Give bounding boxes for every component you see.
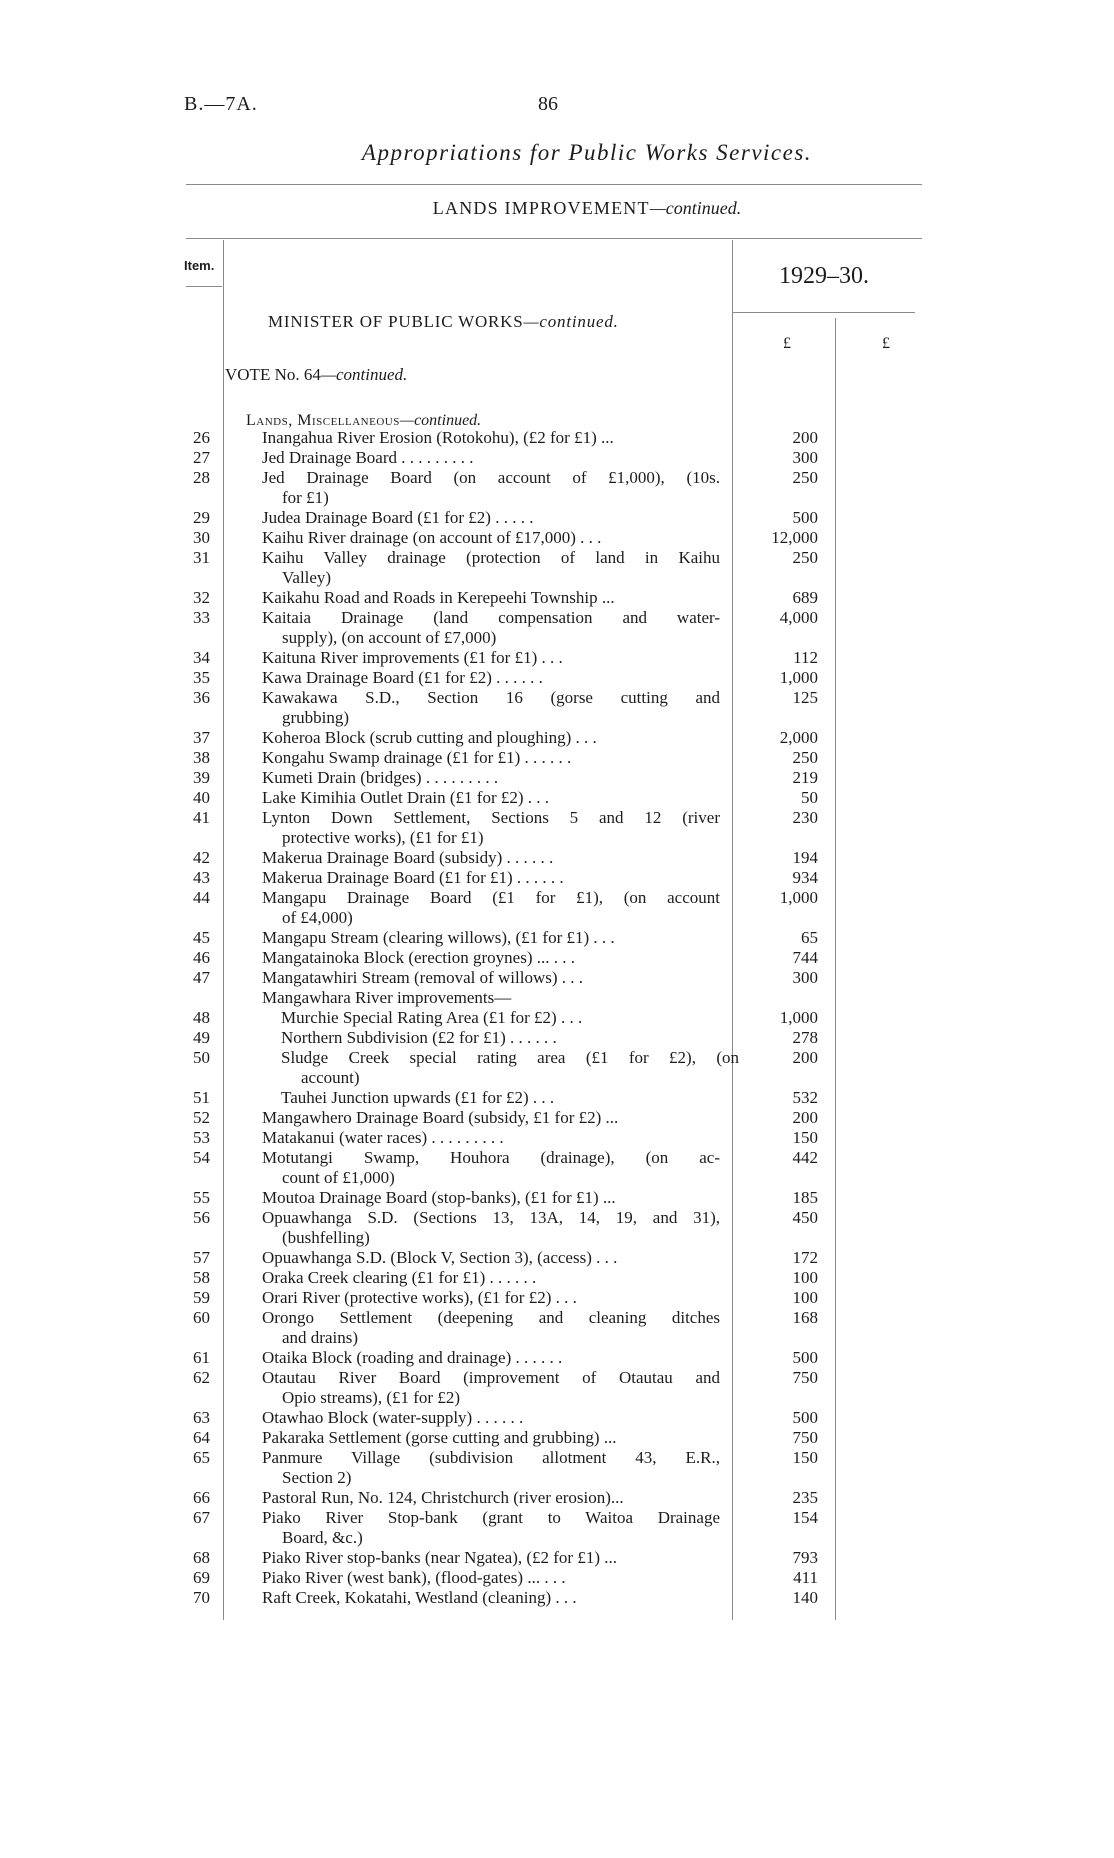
item-description: supply), (on account of £7,000) xyxy=(282,628,497,647)
table-row-continuation xyxy=(0,1328,1114,1348)
item-description: Piako River Stop-bank (grant to Waitoa Drainage xyxy=(262,1508,720,1527)
table-row xyxy=(0,508,1114,528)
table-row xyxy=(0,728,1114,748)
table-row xyxy=(0,788,1114,808)
table-row xyxy=(0,1428,1114,1448)
item-number: 40 xyxy=(193,788,210,807)
table-row xyxy=(0,1308,1114,1328)
table-row xyxy=(0,888,1114,908)
item-description: Lynton Down Settlement, Sections 5 and 12 (river xyxy=(262,808,720,827)
table-row xyxy=(0,1508,1114,1528)
item-amount: 172 xyxy=(792,1248,818,1267)
item-number: 56 xyxy=(193,1208,210,1227)
item-description: Otawhao Block (water-supply) . . . . . . xyxy=(262,1408,524,1427)
item-amount: 200 xyxy=(792,1048,818,1067)
section-name: LANDS IMPROVEMENT xyxy=(432,198,650,218)
item-number: 47 xyxy=(193,968,210,987)
item-number: 65 xyxy=(193,1448,210,1467)
item-amount: 140 xyxy=(792,1588,818,1607)
table-row xyxy=(0,1568,1114,1588)
item-description: Inangahua River Erosion (Rotokohu), (£2 for £1) ... xyxy=(262,428,614,447)
table-row-continuation xyxy=(0,1168,1114,1188)
table-row xyxy=(0,1008,1114,1028)
item-amount: 500 xyxy=(792,1348,818,1367)
table-row-continuation xyxy=(0,568,1114,588)
item-description: Mangatawhiri Stream (removal of willows) . . . xyxy=(262,968,584,987)
item-amount: 185 xyxy=(792,1188,818,1207)
item-number: 36 xyxy=(193,688,210,707)
item-description: Orongo Settlement (deepening and cleaning ditches xyxy=(262,1308,720,1327)
item-description: Raft Creek, Kokatahi, Westland (cleaning) . . . xyxy=(262,1588,577,1607)
item-number: 51 xyxy=(193,1088,210,1107)
item-description: Matakanui (water races) . . . . . . . . . xyxy=(262,1128,504,1147)
item-description: Pakaraka Settlement (gorse cutting and grubbing) ... xyxy=(262,1428,617,1447)
item-number: 29 xyxy=(193,508,210,527)
item-description: Judea Drainage Board (£1 for £2) . . . . . xyxy=(262,508,534,527)
item-description: Koheroa Block (scrub cutting and ploughing) . . . xyxy=(262,728,597,747)
item-description: Mangawhara River improvements— xyxy=(262,988,512,1007)
item-number: 48 xyxy=(193,1008,210,1027)
item-number: 37 xyxy=(193,728,210,747)
item-header-rule xyxy=(186,286,222,287)
item-amount: 532 xyxy=(792,1088,818,1107)
year-header-rule xyxy=(733,312,915,313)
item-number: 69 xyxy=(193,1568,210,1587)
item-description: Opio streams), (£1 for £2) xyxy=(282,1388,460,1407)
minister-suffix: —continued. xyxy=(523,312,619,331)
item-description: Moutoa Drainage Board (stop-banks), (£1 for £1) ... xyxy=(262,1188,616,1207)
minister-heading xyxy=(268,312,619,332)
item-amount: 934 xyxy=(792,868,818,887)
item-description: Oraka Creek clearing (£1 for £1) . . . . . . xyxy=(262,1268,537,1287)
table-row xyxy=(0,1288,1114,1308)
table-row xyxy=(0,608,1114,628)
minister-name: MINISTER OF PUBLIC WORKS xyxy=(268,312,524,331)
item-number: 52 xyxy=(193,1108,210,1127)
item-description: Jed Drainage Board . . . . . . . . . xyxy=(262,448,474,467)
item-number: 68 xyxy=(193,1548,210,1567)
item-amount: 744 xyxy=(792,948,818,967)
item-description: Kaituna River improvements (£1 for £1) . . . xyxy=(262,648,563,667)
item-amount: 250 xyxy=(792,468,818,487)
table-row xyxy=(0,548,1114,568)
item-number: 42 xyxy=(193,848,210,867)
item-description: Sludge Creek special rating area (£1 for £2), (on xyxy=(281,1048,739,1067)
item-amount: 200 xyxy=(792,428,818,447)
item-number: 32 xyxy=(193,588,210,607)
item-description: Makerua Drainage Board (£1 for £1) . . . . . . xyxy=(262,868,564,887)
table-row xyxy=(0,1548,1114,1568)
table-row xyxy=(0,468,1114,488)
item-amount: 194 xyxy=(792,848,818,867)
item-description: Board, &c.) xyxy=(282,1528,363,1547)
table-row xyxy=(0,848,1114,868)
item-number: 50 xyxy=(193,1048,210,1067)
table-row xyxy=(0,1448,1114,1468)
item-description: Mangatainoka Block (erection groynes) ... . . . xyxy=(262,948,575,967)
item-description: Motutangi Swamp, Houhora (drainage), (on ac- xyxy=(262,1148,720,1167)
item-number: 38 xyxy=(193,748,210,767)
table-row xyxy=(0,1148,1114,1168)
item-number: 39 xyxy=(193,768,210,787)
table-row-continuation xyxy=(0,1228,1114,1248)
table-row-continuation xyxy=(0,908,1114,928)
table-row xyxy=(0,1348,1114,1368)
table-row xyxy=(0,1128,1114,1148)
item-description: Kaihu Valley drainage (protection of land in Kaihu xyxy=(262,548,720,567)
item-description: count of £1,000) xyxy=(282,1168,395,1187)
item-description: Kongahu Swamp drainage (£1 for £1) . . . . . . xyxy=(262,748,572,767)
section-suffix: —continued. xyxy=(649,198,742,218)
table-row-continuation xyxy=(0,1068,1114,1088)
section-title xyxy=(0,198,1114,219)
item-number: 59 xyxy=(193,1288,210,1307)
item-amount: 230 xyxy=(792,808,818,827)
item-amount: 219 xyxy=(792,768,818,787)
item-number: 26 xyxy=(193,428,210,447)
item-amount: 4,000 xyxy=(779,608,818,627)
table-row xyxy=(0,768,1114,788)
table-row xyxy=(0,808,1114,828)
item-column-header: Item. xyxy=(184,258,215,273)
item-description: Piako River stop-banks (near Ngatea), (£2 for £1) ... xyxy=(262,1548,618,1567)
item-number: 54 xyxy=(193,1148,210,1167)
item-amount: 300 xyxy=(792,968,818,987)
item-description: Tauhei Junction upwards (£1 for £2) . . . xyxy=(281,1088,555,1107)
table-row-continuation xyxy=(0,1468,1114,1488)
table-row xyxy=(0,668,1114,688)
item-amount: 125 xyxy=(792,688,818,707)
item-description: Panmure Village (subdivision allotment 43, E.R., xyxy=(262,1448,720,1467)
item-amount: 12,000 xyxy=(771,528,818,547)
item-description: Piako River (west bank), (flood-gates) ... . . . xyxy=(262,1568,566,1587)
table-top-rule xyxy=(186,238,922,239)
item-amount: 450 xyxy=(792,1208,818,1227)
item-amount: 150 xyxy=(792,1128,818,1147)
item-amount: 200 xyxy=(792,1108,818,1127)
item-number: 70 xyxy=(193,1588,210,1607)
item-amount: 168 xyxy=(792,1308,818,1327)
item-number: 57 xyxy=(193,1248,210,1267)
table-row xyxy=(0,1108,1114,1128)
table-row xyxy=(0,988,1114,1008)
item-description: Mangapu Stream (clearing willows), (£1 for £1) . . . xyxy=(262,928,615,947)
item-amount: 235 xyxy=(792,1488,818,1507)
table-row-continuation xyxy=(0,488,1114,508)
item-number: 49 xyxy=(193,1028,210,1047)
item-description: (bushfelling) xyxy=(282,1228,370,1247)
item-amount: 1,000 xyxy=(779,888,818,907)
item-description: Otaika Block (roading and drainage) . . . . . . xyxy=(262,1348,563,1367)
item-amount: 50 xyxy=(801,788,818,807)
item-description: Mangapu Drainage Board (£1 for £1), (on account xyxy=(262,888,720,907)
item-amount: 100 xyxy=(792,1288,818,1307)
document-reference: B.—7A. xyxy=(184,93,258,115)
item-description: account) xyxy=(301,1068,360,1087)
item-number: 30 xyxy=(193,528,210,547)
item-number: 28 xyxy=(193,468,210,487)
item-number: 62 xyxy=(193,1368,210,1387)
page-title: Appropriations for Public Works Services. xyxy=(361,140,813,165)
vote-heading xyxy=(225,365,407,385)
item-number: 60 xyxy=(193,1308,210,1327)
item-amount: 112 xyxy=(793,648,818,667)
item-description: Makerua Drainage Board (subsidy) . . . . . . xyxy=(262,848,554,867)
item-number: 55 xyxy=(193,1188,210,1207)
item-amount: 150 xyxy=(792,1448,818,1467)
item-description: grubbing) xyxy=(282,708,350,727)
table-row xyxy=(0,1588,1114,1608)
table-row xyxy=(0,1048,1114,1068)
item-number: 46 xyxy=(193,948,210,967)
table-row-continuation xyxy=(0,828,1114,848)
item-amount: 500 xyxy=(792,1408,818,1427)
item-number: 31 xyxy=(193,548,210,567)
title-rule xyxy=(186,184,922,185)
category-suffix: —continued. xyxy=(399,412,482,429)
item-number: 58 xyxy=(193,1268,210,1287)
item-amount: 154 xyxy=(792,1508,818,1527)
item-amount: 1,000 xyxy=(779,1008,818,1027)
page-number: 86 xyxy=(538,93,558,115)
vote-suffix: —continued. xyxy=(320,365,408,384)
table-row xyxy=(0,528,1114,548)
table-row xyxy=(0,428,1114,448)
table-row xyxy=(0,1028,1114,1048)
item-description: of £4,000) xyxy=(282,908,353,927)
table-row-continuation xyxy=(0,1528,1114,1548)
item-description: Pastoral Run, No. 124, Christchurch (river erosion)... xyxy=(262,1488,624,1507)
table-row xyxy=(0,1248,1114,1268)
year-column-header: 1929–30. xyxy=(779,263,869,289)
table-row xyxy=(0,448,1114,468)
item-description: protective works), (£1 for £1) xyxy=(282,828,484,847)
currency-header-1: £ xyxy=(783,335,791,352)
currency-header-2: £ xyxy=(882,335,890,352)
item-amount: 750 xyxy=(792,1368,818,1387)
item-description: Valley) xyxy=(282,568,332,587)
item-description: Kawakawa S.D., Section 16 (gorse cutting and xyxy=(262,688,720,707)
table-row-continuation xyxy=(0,628,1114,648)
item-number: 67 xyxy=(193,1508,210,1527)
item-description: Opuawhanga S.D. (Sections 13, 13A, 14, 19, and 31), xyxy=(262,1208,720,1227)
item-description: Jed Drainage Board (on account of £1,000), (10s. xyxy=(262,468,720,487)
table-row xyxy=(0,1488,1114,1508)
table-row xyxy=(0,1408,1114,1428)
item-number: 64 xyxy=(193,1428,210,1447)
vote-name: VOTE No. 64 xyxy=(225,365,321,384)
item-description: Kawa Drainage Board (£1 for £2) . . . . . . xyxy=(262,668,543,687)
item-amount: 100 xyxy=(792,1268,818,1287)
item-number: 43 xyxy=(193,868,210,887)
item-amount: 1,000 xyxy=(779,668,818,687)
item-number: 35 xyxy=(193,668,210,687)
item-number: 45 xyxy=(193,928,210,947)
table-row xyxy=(0,748,1114,768)
table-row xyxy=(0,1208,1114,1228)
item-description: Kaitaia Drainage (land compensation and water- xyxy=(262,608,720,627)
table-row xyxy=(0,1188,1114,1208)
item-description: Otautau River Board (improvement of Otautau and xyxy=(262,1368,720,1387)
table-row xyxy=(0,1268,1114,1288)
table-row-continuation xyxy=(0,1388,1114,1408)
item-description: Orari River (protective works), (£1 for £2) . . . xyxy=(262,1288,577,1307)
item-amount: 442 xyxy=(792,1148,818,1167)
item-amount: 689 xyxy=(792,588,818,607)
item-amount: 250 xyxy=(792,748,818,767)
item-description: for £1) xyxy=(282,488,329,507)
item-description: Lake Kimihia Outlet Drain (£1 for £2) . . . xyxy=(262,788,550,807)
table-row xyxy=(0,1368,1114,1388)
item-amount: 278 xyxy=(792,1028,818,1047)
item-number: 66 xyxy=(193,1488,210,1507)
table-row xyxy=(0,928,1114,948)
table-row xyxy=(0,868,1114,888)
item-amount: 300 xyxy=(792,448,818,467)
item-amount: 500 xyxy=(792,508,818,527)
item-amount: 793 xyxy=(792,1548,818,1567)
item-number: 44 xyxy=(193,888,210,907)
item-description: Kumeti Drain (bridges) . . . . . . . . . xyxy=(262,768,499,787)
item-amount: 250 xyxy=(792,548,818,567)
table-row xyxy=(0,968,1114,988)
item-amount: 2,000 xyxy=(779,728,818,747)
table-row xyxy=(0,948,1114,968)
item-number: 41 xyxy=(193,808,210,827)
item-amount: 411 xyxy=(793,1568,818,1587)
table-row-continuation xyxy=(0,708,1114,728)
item-description: Northern Subdivision (£2 for £1) . . . . . . xyxy=(281,1028,557,1047)
item-description: Kaihu River drainage (on account of £17,000) . . . xyxy=(262,528,602,547)
item-description: Mangawhero Drainage Board (subsidy, £1 for £2) ... xyxy=(262,1108,619,1127)
category-name: Lands, Miscellaneous xyxy=(246,412,400,429)
table-row xyxy=(0,648,1114,668)
item-description: Murchie Special Rating Area (£1 for £2) . . . xyxy=(281,1008,583,1027)
appropriation-list xyxy=(0,428,1114,1608)
item-description: Section 2) xyxy=(282,1468,352,1487)
table-row xyxy=(0,588,1114,608)
table-row xyxy=(0,1088,1114,1108)
item-number: 27 xyxy=(193,448,210,467)
item-number: 61 xyxy=(193,1348,210,1367)
item-description: Kaikahu Road and Roads in Kerepeehi Township ... xyxy=(262,588,615,607)
item-number: 53 xyxy=(193,1128,210,1147)
item-amount: 750 xyxy=(792,1428,818,1447)
item-amount: 65 xyxy=(801,928,818,947)
item-number: 63 xyxy=(193,1408,210,1427)
item-number: 33 xyxy=(193,608,210,627)
item-description: and drains) xyxy=(282,1328,359,1347)
table-row xyxy=(0,688,1114,708)
item-description: Opuawhanga S.D. (Block V, Section 3), (access) . . . xyxy=(262,1248,618,1267)
item-number: 34 xyxy=(193,648,210,667)
